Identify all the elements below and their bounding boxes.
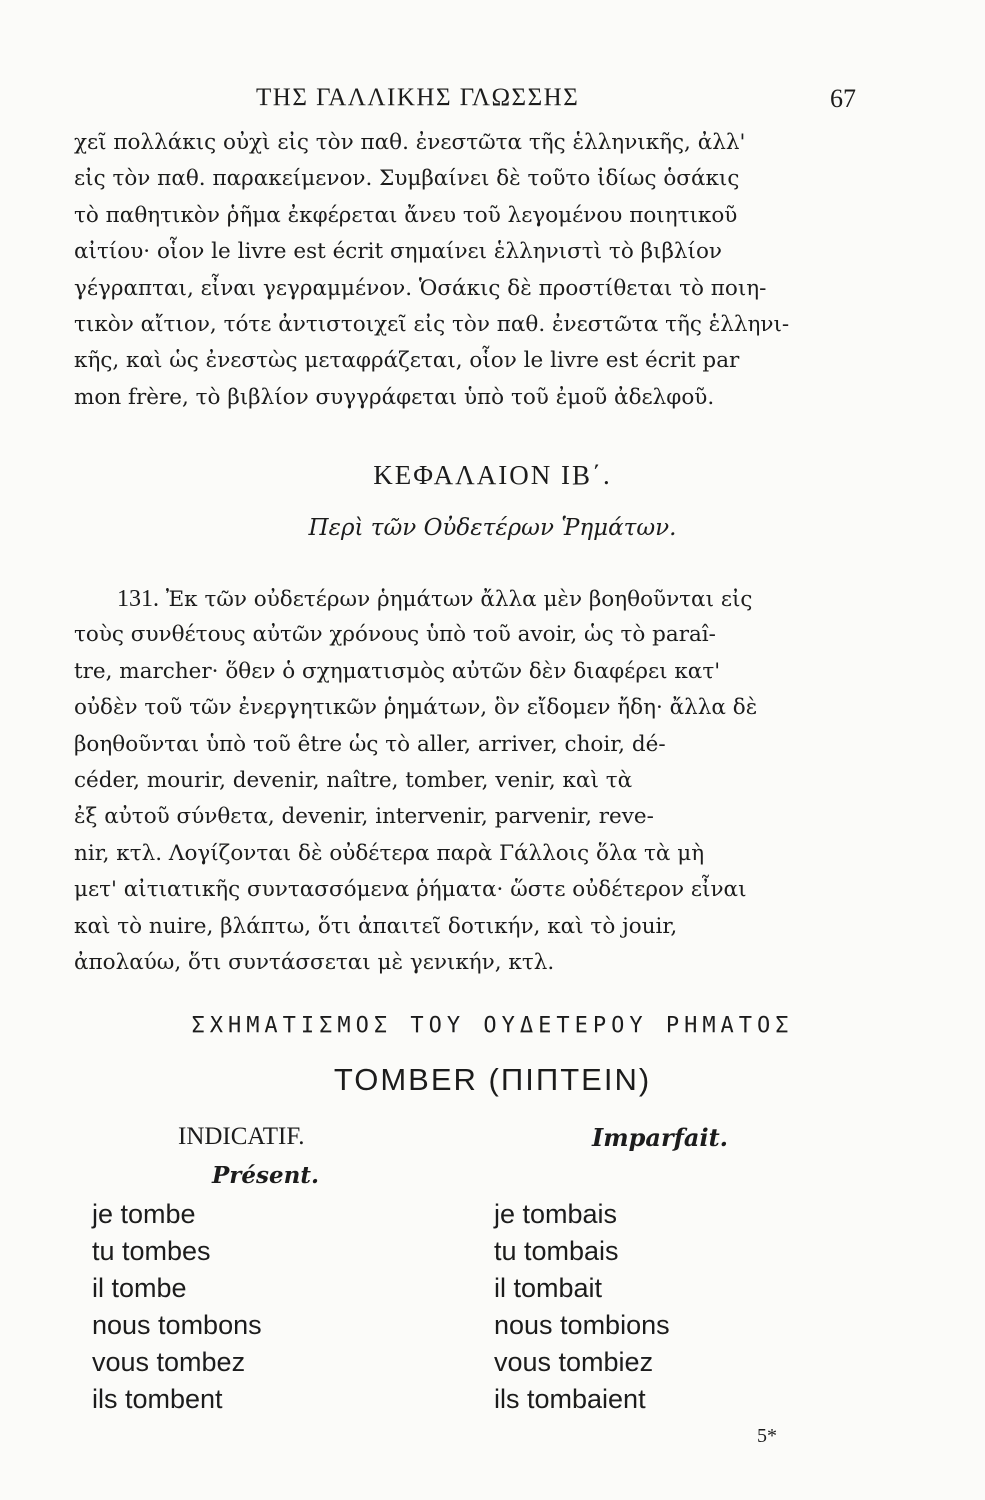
verb-form: nous tombons — [92, 1310, 262, 1340]
text-line: ἐξ αὐτοῦ σύνθετα, devenir, intervenir, parvenir, reve- — [74, 804, 654, 830]
imperfect-forms-column — [494, 1196, 670, 1418]
running-head-title: ΤΗΣ ΓΑΛΛΙΚΗΣ ΓΛΩΣΣΗΣ — [256, 84, 580, 111]
signature-mark: 5* — [757, 1425, 777, 1447]
verb-form: vous tombez — [92, 1347, 246, 1377]
verb-form: tu tombes — [92, 1236, 211, 1266]
tense-label-present: Présent. — [212, 1162, 319, 1189]
chapter-subtitle: Περὶ τῶν Οὐδετέρων Ῥημάτων. — [308, 515, 677, 541]
verb-form: il tombe — [92, 1273, 187, 1303]
text-line: κῆς, καὶ ὡς ἐνεστὼς μεταφράζεται, οἷον le livre est écrit par — [74, 348, 740, 374]
present-forms-column — [92, 1196, 262, 1418]
mood-label-indicatif: INDICATIF. — [178, 1123, 305, 1150]
text-line: εἰς τὸν παθ. παρακείμενον. Συμβαίνει δὲ τοῦτο ἰδίως ὁσάκις — [74, 166, 740, 192]
verb-form: il tombait — [494, 1273, 603, 1303]
text-line: αἰτίου· οἷον le livre est écrit σημαίνει ἑλληνιστὶ τὸ βιβλίον — [74, 239, 722, 265]
conjugation-heading: ΣΧΗΜΑΤΙΣΜΟΣ ΤΟΥ ΟΥΔΕΤΕΡΟΥ ΡΗΜΑΤΟΣ — [191, 1013, 794, 1038]
paragraph-131 — [74, 581, 854, 981]
page-number: 67 — [830, 84, 856, 113]
verb-form: tu tombais — [494, 1236, 619, 1266]
text-line: γέγραπται, εἶναι γεγραμμένον. Ὁσάκις δὲ προστίθεται τὸ ποιη- — [74, 275, 767, 301]
text-line: τὸ παθητικὸν ῥῆμα ἐκφέρεται ἄνευ τοῦ λεγομένου ποιητικοῦ — [74, 202, 738, 228]
paragraph-continued — [74, 125, 854, 416]
text-line: βοηθοῦνται ὑπὸ τοῦ être ὡς τὸ aller, arriver, choir, dé- — [74, 731, 666, 757]
verb-form: ils tombent — [92, 1384, 223, 1414]
running-header — [256, 84, 856, 120]
verb-title: TOMBER (ΠΙΠΤΕΙΝ) — [333, 1062, 652, 1097]
chapter-heading: ΚΕΦΑΛΑΙΟΝ ΙΒ΄. — [373, 460, 612, 490]
text-line: céder, mourir, devenir, naître, tomber, venir, καὶ τὰ — [74, 767, 633, 793]
text-line-lead: Ἐκ τῶν οὐδετέρων ῥημάτων ἄλλα μὲν βοηθοῦνται εἰς — [165, 587, 753, 612]
text-line: nir, κτλ. Λογίζονται δὲ οὐδέτερα παρὰ Γάλλοις ὅλα τὰ μὴ — [74, 840, 705, 866]
tense-label-imperfect: Imparfait. — [592, 1123, 729, 1152]
text-line: καὶ τὸ nuire, βλάπτω, ὅτι ἀπαιτεῖ δοτικήν, καὶ τὸ jouir, — [74, 913, 678, 939]
text-line: τικὸν αἴτιον, τότε ἀντιστοιχεῖ εἰς τὸν παθ. ἐνεστῶτα τῆς ἑλληνι- — [74, 311, 790, 337]
text-line: tre, marcher· ὅθεν ὁ σχηματισμὸς αὐτῶν δὲν διαφέρει κατ' — [74, 658, 721, 684]
verb-form: vous tombiez — [494, 1347, 654, 1377]
text-line: mon frère, τὸ βιβλίον συγγράφεται ὑπὸ τοῦ ἐμοῦ ἀδελφοῦ. — [74, 384, 715, 410]
verb-form: ils tombaient — [494, 1384, 646, 1414]
verb-form: je tombais — [494, 1199, 618, 1229]
text-line: μετ' αἰτιατικῆς συντασσόμενα ῥήματα· ὥστε οὐδέτερον εἶναι — [74, 877, 747, 903]
text-line-first — [74, 581, 854, 617]
text-line: χεῖ πολλάκις οὐχὶ εἰς τὸν παθ. ἐνεστῶτα τῆς ἑλληνικῆς, ἀλλ' — [74, 130, 746, 155]
text-line: οὐδὲν τοῦ τῶν ἐνεργητικῶν ῥημάτων, ὃν εἴδομεν ἤδη· ἄλλα δὲ — [74, 695, 758, 721]
text-line: τοὺς συνθέτους αὐτῶν χρόνους ὑπὸ τοῦ avoir, ὡς τὸ paraî- — [74, 622, 716, 648]
section-number: 131. — [117, 586, 159, 612]
text-line: ἀπολαύω, ὅτι συντάσσεται μὲ γενικήν, κτλ. — [74, 949, 555, 975]
verb-form: nous tombions — [494, 1310, 670, 1340]
verb-form: je tombe — [92, 1199, 196, 1229]
